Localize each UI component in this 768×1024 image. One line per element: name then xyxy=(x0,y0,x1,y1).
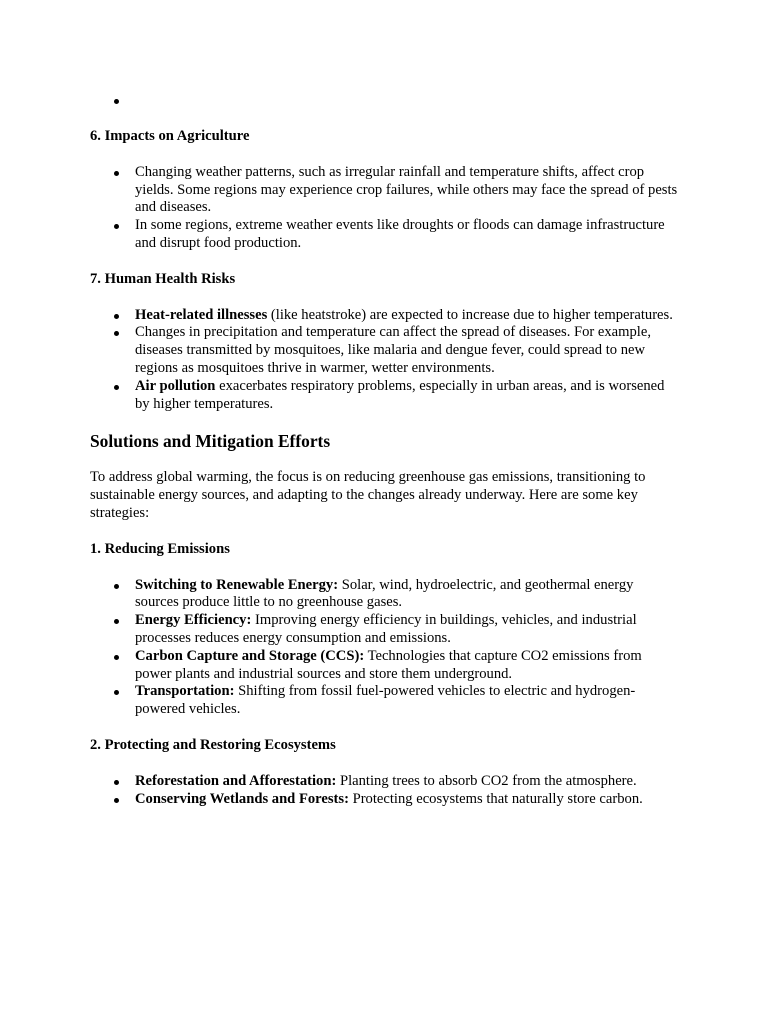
list-item xyxy=(135,648,680,684)
list-item xyxy=(135,324,680,377)
item-bold-term: Energy Efficiency: xyxy=(135,612,252,629)
heading-reducing-emissions: 1. Reducing Emissions xyxy=(90,540,230,557)
list-item: In some regions, extreme weather events like droughts or floods can damage infrastructure and disrupt food production. xyxy=(135,217,680,253)
empty-bullet-item xyxy=(135,92,680,110)
item-text: Technologies that capture CO2 emissions from power plants and industrial sources and store them underground. xyxy=(135,647,642,682)
item-text: Shifting from fossil fuel-powered vehicles to electric and hydrogen-powered vehicles. xyxy=(135,683,636,718)
solutions-intro-paragraph: To address global warming, the focus is on reducing greenhouse gas emissions, transitioning to sustainable energy sources, and adapting to the changes already underway. Here are some key strategies: xyxy=(90,469,646,521)
list-item xyxy=(135,612,680,648)
list-item xyxy=(135,307,680,325)
heading-solutions-and-mitigation: Solutions and Mitigation Efforts xyxy=(90,431,331,452)
item-bold-term: Carbon Capture and Storage (CCS): xyxy=(135,647,365,664)
item-bold-term: Heat-related illnesses xyxy=(135,306,268,323)
item-text: exacerbates respiratory problems, especially in urban areas, and is worsened by higher temperatures. xyxy=(135,377,665,412)
list-item xyxy=(135,791,680,809)
item-bold-term: Switching to Renewable Energy: xyxy=(135,576,339,593)
item-bold-term: Transportation: xyxy=(135,683,235,700)
item-text: Planting trees to absorb CO2 from the atmosphere. xyxy=(336,772,637,789)
item-text: Changes in precipitation and temperature can affect the spread of diseases. For example, diseases transmitted by mosquitoes, like malaria and dengue fever, could spread to new regions as mosquitoes thrive in warmer, wetter environments. xyxy=(135,324,651,376)
heading-protecting-ecosystems: 2. Protecting and Restoring Ecosystems xyxy=(90,736,336,753)
item-text: (like heatstroke) are expected to increase due to higher temperatures. xyxy=(267,306,673,323)
list-item xyxy=(135,378,680,414)
orphan-bullet-list xyxy=(90,92,680,110)
document-content xyxy=(90,92,680,808)
heading-impacts-on-agriculture: 6. Impacts on Agriculture xyxy=(90,128,250,144)
item-bold-term: Conserving Wetlands and Forests: xyxy=(135,790,349,807)
agriculture-list xyxy=(90,164,680,253)
item-text: Solar, wind, hydroelectric, and geothermal energy sources produce little to no greenhouse gases. xyxy=(135,576,634,611)
list-item xyxy=(135,773,680,791)
item-bold-term: Air pollution xyxy=(135,377,216,394)
item-bold-term: Reforestation and Afforestation: xyxy=(135,772,337,789)
list-item xyxy=(135,683,680,719)
item-text: Improving energy efficiency in buildings, vehicles, and industrial processes reduces energy consumption and emissions. xyxy=(135,612,637,646)
emissions-list xyxy=(90,577,680,719)
heading-human-health-risks: 7. Human Health Risks xyxy=(90,270,236,287)
list-item: Changing weather patterns, such as irregular rainfall and temperature shifts, affect crop yields. Some regions may experience crop failures, while others may face the spread of pests and diseases. xyxy=(135,164,680,217)
ecosystems-list xyxy=(90,773,680,809)
list-item xyxy=(135,577,680,613)
health-list xyxy=(90,307,680,414)
item-text: Protecting ecosystems that naturally store carbon. xyxy=(348,790,643,807)
